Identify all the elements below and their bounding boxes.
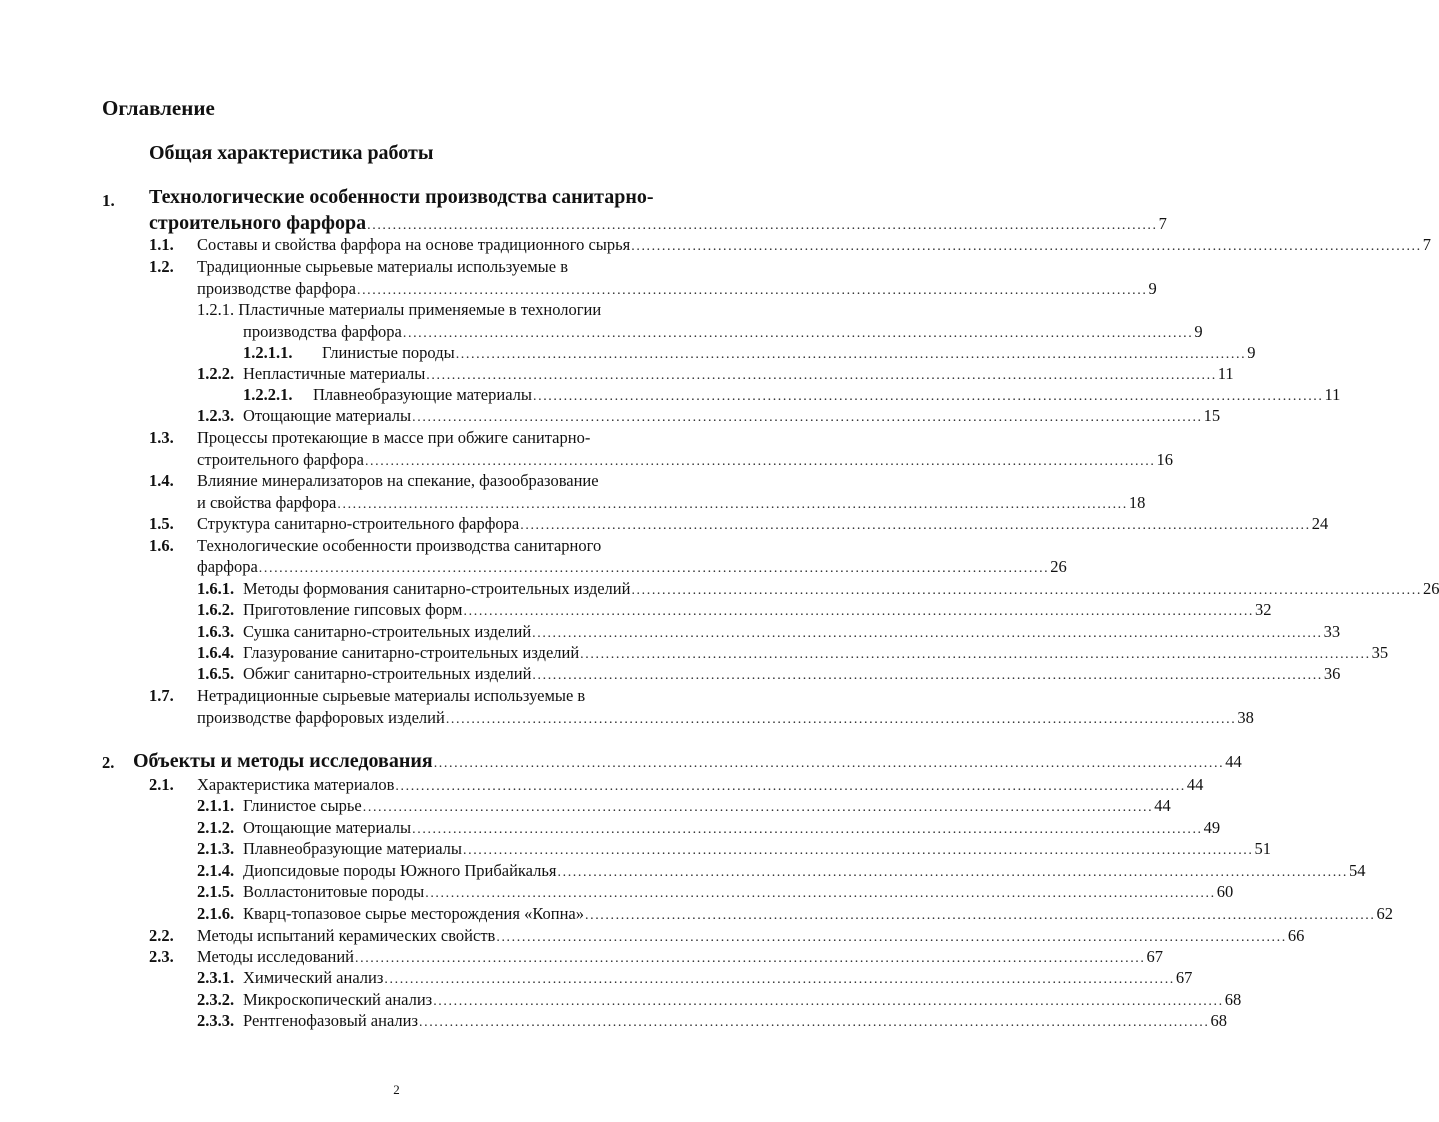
section-label: Кварц-топазовое сырье месторождения «Копна» [243,904,584,923]
section-label: Непластичные материалы [243,364,426,383]
page-number: 67 [1146,947,1163,966]
leader-dots: ........................................................................................................................................................... [355,951,1146,966]
leader-dots: ........................................................................................................................................................... [463,843,1254,858]
section-number: 1.2.2. [197,364,235,383]
page-number: 38 [1237,708,1254,727]
page-footer-number: 2 [393,1082,400,1097]
section-number: 2.3.3. [197,1011,235,1030]
section-label: Глинистое сырье [243,796,362,815]
chapter1-title-line2: строительного фарфора [149,212,367,234]
toc-entry-1-6-5 [243,664,1341,683]
toc-entry-1-6-2 [243,600,1272,619]
leader-dots: ........................................................................................................................................................... [395,779,1186,794]
toc-entry-chapter2 [133,750,1242,772]
leader-dots: ........................................................................................................................................................... [412,410,1203,425]
page-number: 9 [1194,322,1203,341]
section-label: Глазурование санитарно-строительных изделий [243,643,580,662]
toc-entry-chapter1 [149,212,1167,234]
leader-dots: ........................................................................................................................................................... [433,994,1224,1009]
page-number: 15 [1203,406,1221,425]
section-number: 1.2. [149,257,174,276]
toc-entry-1-1 [197,235,1431,254]
page-number: 9 [1148,279,1157,298]
section-label: Микроскопический анализ [243,990,433,1009]
section-number: 1.6. [149,536,174,555]
page-number: 49 [1203,818,1221,837]
section-label: Рентгенофазовый анализ [243,1011,418,1030]
toc-entry-2-2 [197,926,1305,945]
section-number: 1.6.3. [197,622,235,641]
section-number: 1.2.3. [197,406,235,425]
section-number: 2.1.1. [197,796,235,815]
toc-entry-2-1-3 [243,839,1271,858]
section-label: Методы формования санитарно-строительных изделий [243,579,631,598]
page-number: 11 [1217,364,1234,383]
chapter2-title: Объекты и методы исследования [133,750,433,772]
section-label-line1: 1.2.1. Пластичные материалы применяемые в технологии [197,300,602,319]
page-number: 67 [1175,968,1193,987]
toc-entry-2-1-2 [243,818,1221,837]
toc-entry-1-2-1 [243,322,1203,341]
leader-dots: ........................................................................................................................................................... [631,583,1422,598]
page-number: 11 [1324,385,1341,404]
leader-dots: ........................................................................................................................................................... [426,368,1217,383]
chapter1-number: 1. [102,191,115,210]
page-number: 44 [1225,752,1242,771]
toc-entry-1-7 [197,708,1254,727]
page-number: 51 [1254,839,1271,858]
section-number: 2.1. [149,775,174,794]
section-label-line1: Нетрадиционные сырьевые материалы используемые в [197,686,586,705]
leader-dots: ........................................................................................................................................................... [580,647,1371,662]
leader-dots: ........................................................................................................................................................... [533,389,1324,404]
toc-entry-1-2-3 [243,406,1221,425]
section-label: Отощающие материалы [243,818,412,837]
section-label-line1: Традиционные сырьевые материалы используемые в [197,257,569,276]
page-number: 66 [1287,926,1305,945]
toc-entry-2-3-3 [243,1011,1227,1030]
toc-entry-2-3 [197,947,1163,966]
section-number: 2.3.1. [197,968,235,987]
section-label: Глинистые породы [322,343,455,362]
section-number: 1.2.2.1. [243,385,293,404]
section-number: 2.2. [149,926,174,945]
section-number: 1.5. [149,514,174,533]
leader-dots: ........................................................................................................................................................... [402,326,1194,341]
leader-dots: ........................................................................................................................................................... [412,822,1203,837]
leader-dots: ........................................................................................................................................................... [631,239,1422,254]
section-number: 1.2.1.1. [243,343,293,362]
page-number: 9 [1247,343,1256,362]
general-heading: Общая характеристика работы [149,142,434,164]
leader-dots: ........................................................................................................................................................... [419,1015,1210,1030]
section-label-line2: производстве фарфора [197,279,356,298]
page-number: 32 [1255,600,1272,619]
section-label-line1: Процессы протекающие в массе при обжиге санитарно- [197,428,591,447]
section-number: 1.6.1. [197,579,235,598]
section-number: 1.4. [149,471,174,490]
page-number: 7 [1422,235,1431,254]
leader-dots: ........................................................................................................................................................... [433,756,1225,771]
toc-title: Оглавление [102,96,215,120]
leader-dots: ........................................................................................................................................................... [532,626,1323,641]
page-number: 54 [1349,861,1366,880]
page-number: 62 [1376,904,1393,923]
leader-dots: ........................................................................................................................................................... [356,283,1148,298]
toc-entry-1-6-4 [243,643,1389,662]
toc-entry-1-3 [197,450,1173,469]
page-number: 44 [1154,796,1171,815]
leader-dots: ........................................................................................................................................................... [496,930,1287,945]
section-label: Плавнеобразующие материалы [243,839,462,858]
section-label: Структура санитарно-строительного фарфора [197,514,520,533]
section-label-line2: производстве фарфоровых изделий [197,708,445,727]
section-number: 2.3.2. [197,990,235,1009]
section-label-line2: и свойства фарфора [197,493,337,512]
section-number: 2.1.3. [197,839,235,858]
leader-dots: ........................................................................................................................................................... [520,518,1311,533]
toc-entry-2-1-6 [243,904,1393,923]
toc-entry-1-6 [197,557,1067,576]
section-number: 2.1.4. [197,861,235,880]
leader-dots: ........................................................................................................................................................... [557,865,1348,880]
page-number: 44 [1186,775,1204,794]
section-label-line1: Влияние минерализаторов на спекание, фазообразование [197,471,599,490]
section-label: Химический анализ [243,968,384,987]
toc-entry-1-2-2 [243,364,1234,383]
toc-entry-2-3-1 [243,968,1193,987]
leader-dots: ........................................................................................................................................................... [384,972,1175,987]
section-number: 1.6.4. [197,643,235,662]
page-number: 18 [1128,493,1146,512]
leader-dots: ........................................................................................................................................................... [585,908,1376,923]
toc-entry-1-2 [197,279,1157,298]
leader-dots: ........................................................................................................................................................... [463,604,1255,619]
page-number: 33 [1323,622,1341,641]
section-label: Обжиг санитарно-строительных изделий [243,664,532,683]
section-label-line2: фарфора [197,557,258,576]
section-label: Составы и свойства фарфора на основе традиционного сырья [197,235,631,254]
chapter1-title-line1: Технологические особенности производства санитарно- [149,186,654,208]
leader-dots: ........................................................................................................................................................... [532,668,1323,683]
toc-entry-2-1 [197,775,1204,794]
section-label-line2: строительного фарфора [197,450,364,469]
page-number: 36 [1323,664,1341,683]
toc-entry-2-3-2 [243,990,1242,1009]
page-number: 16 [1156,450,1173,469]
section-number: 1.6.2. [197,600,235,619]
section-label-line1: Технологические особенности производства санитарного [197,536,602,555]
page-number: 68 [1224,990,1242,1009]
toc-entry-1-5 [197,514,1329,533]
section-label: Плавнеобразующие материалы [313,385,532,404]
leader-dots: ........................................................................................................................................................... [362,800,1154,815]
leader-dots: ........................................................................................................................................................... [445,712,1237,727]
chapter2-number: 2. [102,753,115,772]
page-number: 24 [1311,514,1329,533]
section-number: 2.1.5. [197,882,235,901]
page-number: 35 [1371,643,1389,662]
leader-dots: ........................................................................................................................................................... [364,454,1156,469]
page-number: 7 [1158,214,1167,233]
toc-entry-1-6-1 [243,579,1439,598]
toc-entry-2-1-1 [243,796,1171,815]
toc-entry-2-1-5 [243,882,1234,901]
section-label: Приготовление гипсовых форм [243,600,463,619]
page-number: 60 [1216,882,1234,901]
leader-dots: ........................................................................................................................................................... [367,218,1158,233]
section-number: 1.6.5. [197,664,235,683]
section-number: 2.3. [149,947,174,966]
toc-entry-1-6-3 [243,622,1341,641]
page-number: 68 [1210,1011,1227,1030]
section-label: Отощающие материалы [243,406,412,425]
section-label: Методы исследований [197,947,354,966]
leader-dots: ........................................................................................................................................................... [337,497,1128,512]
toc-entry-1-4 [197,493,1146,512]
page-number: 26 [1050,557,1067,576]
section-number: 1.3. [149,428,174,447]
section-label-line2: производства фарфора [243,322,402,341]
leader-dots: ........................................................................................................................................................... [425,886,1216,901]
toc-entry-1-2-1-1 [322,343,1256,362]
section-label: Сушка санитарно-строительных изделий [243,622,532,641]
section-label: Волластонитовые породы [243,882,425,901]
section-label: Диопсидовые породы Южного Прибайкалья [243,861,557,880]
section-number: 2.1.2. [197,818,235,837]
toc-entry-1-2-2-1 [313,385,1341,404]
toc-entry-2-1-4 [243,861,1366,880]
leader-dots: ........................................................................................................................................................... [258,561,1050,576]
page-number: 26 [1422,579,1439,598]
section-label: Методы испытаний керамических свойств [197,926,496,945]
section-label: Характеристика материалов [197,775,395,794]
leader-dots: ........................................................................................................................................................... [455,347,1247,362]
section-number: 2.1.6. [197,904,235,923]
section-number: 1.7. [149,686,174,705]
section-number: 1.1. [149,235,174,254]
